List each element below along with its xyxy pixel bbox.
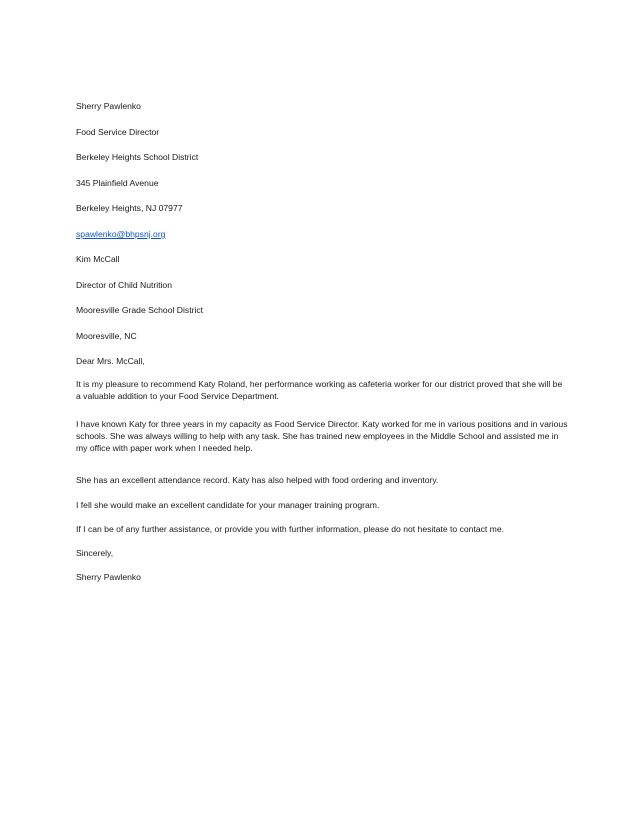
body-paragraph-2: I have known Katy for three years in my capacity as Food Service Director. Katy worked for me in various positions and in various schools. She was always willing to help with any task. She has trained new employees in the Middle School and assisted me in my office with paper work when I needed help. <box>76 419 568 453</box>
salutation: Dear Mrs. McCall, <box>76 356 145 366</box>
recipient-city: Mooresville, NC <box>76 331 137 341</box>
sender-title: Food Service Director <box>76 127 160 137</box>
sender-street: 345 Plainfield Avenue <box>76 178 159 188</box>
body-paragraph-4: I fell she would make an excellent candidate for your manager training program. <box>76 500 380 510</box>
recipient-name: Kim McCall <box>76 254 120 264</box>
sender-email-line <box>76 228 568 240</box>
sender-name: Sherry Pawlenko <box>76 101 141 111</box>
recipient-title: Director of Child Nutrition <box>76 280 172 290</box>
closing: Sincerely, <box>76 548 114 558</box>
body-paragraph-1: It is my pleasure to recommend Katy Roland, her performance working as cafeteria worker for our district proved that she will be a valuable addition to your Food Service Department. <box>76 379 563 401</box>
signature: Sherry Pawlenko <box>76 572 141 582</box>
sender-city: Berkeley Heights, NJ 07977 <box>76 203 183 213</box>
body-paragraph-5: If I can be of any further assistance, or provide you with further information, please do not hesitate to contact me. <box>76 524 505 534</box>
sender-email-link[interactable]: spawlenko@bhpsnj.org <box>76 229 166 239</box>
sender-organization: Berkeley Heights School District <box>76 152 199 162</box>
recipient-organization: Mooresville Grade School District <box>76 305 204 315</box>
body-paragraph-3: She has an excellent attendance record. Katy has also helped with food ordering and inventory. <box>76 475 439 485</box>
